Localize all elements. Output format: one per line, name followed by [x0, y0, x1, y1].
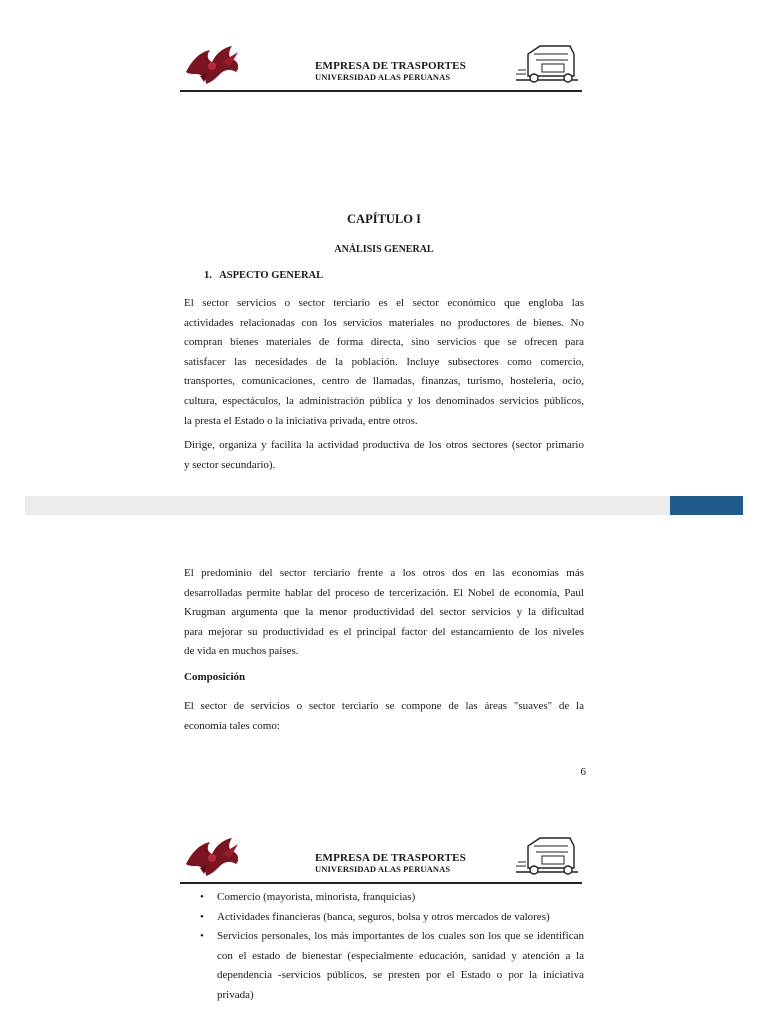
university-eagle-logo — [182, 834, 244, 878]
header-titles — [315, 60, 466, 82]
page-separator-accent — [670, 496, 743, 515]
university-name: UNIVERSIDAD ALAS PERUANAS — [315, 72, 451, 82]
university-eagle-logo — [182, 42, 244, 86]
header-titles — [315, 852, 466, 874]
list-item: • Actividades financieras (banca, seguros, bolsa y otros mercados de valores) — [200, 908, 584, 928]
chapter-subheading: ANÁLISIS GENERAL — [334, 244, 434, 255]
section-heading: 1. ASPECTO GENERAL — [204, 270, 324, 281]
paragraph-sector-servicios: El sector servicios o sector terciario es el sector económico que engloba las actividades relacionadas con los servicios materiales no productores de bienes. No compran bienes materiales de forma directa, sino servicios que se ofrecen para satisfacer las necesidades de la población. Incluye subsectores como comercio, transportes, comunicaciones, centro de llamadas, finanzas, turismo, hostelería, ocio, cultura, espectáculos, la administración pública y los denominados servicios públicos, la presta el Estado o la iniciativa privada, entre otros. — [184, 297, 584, 427]
composicion-heading: Composición — [184, 671, 246, 683]
paragraph-dirige: Dirige, organiza y facilita la actividad productiva de los otros sectores (sector primario y sector secundario). — [184, 439, 584, 471]
paragraph-predominio: El predominio del sector terciario frente a los otros dos en las economías más desarrolladas permite hablar del proceso de tercerización. El Nobel de economía, Paul Krugman argumenta que la menor productividad del sector servicios y la dificultad para mejorar su productividad es el principal factor del estancamiento de los niveles de vida en muchos países. — [184, 567, 584, 658]
services-bullet-list — [200, 888, 584, 1006]
paragraph-composicion: El sector de servicios o sector terciario se compone de las áreas "suaves" de la economía tales como: — [184, 700, 584, 732]
university-name: UNIVERSIDAD ALAS PERUANAS — [315, 864, 451, 874]
page-header — [180, 40, 582, 92]
page-separator-bar — [25, 496, 743, 515]
company-title: EMPRESA DE TRASPORTES — [315, 852, 466, 864]
company-title: EMPRESA DE TRASPORTES — [315, 60, 466, 72]
list-item: • Servicios personales, los más importantes de los cuales son los que se identifican con el estado de bienestar (especialmente educación, sanidad y atención a la dependencia -servicios públicos, se presten por el Estado o por la iniciativa privada) — [200, 927, 584, 1005]
truck-icon — [514, 832, 580, 878]
truck-icon — [514, 40, 580, 86]
list-item: • Comercio (mayorista, minorista, franquicias) — [200, 888, 584, 908]
chapter-title: CAPÍTULO I — [347, 212, 421, 226]
page-header-2 — [180, 832, 582, 884]
page-number: 6 — [580, 766, 586, 778]
